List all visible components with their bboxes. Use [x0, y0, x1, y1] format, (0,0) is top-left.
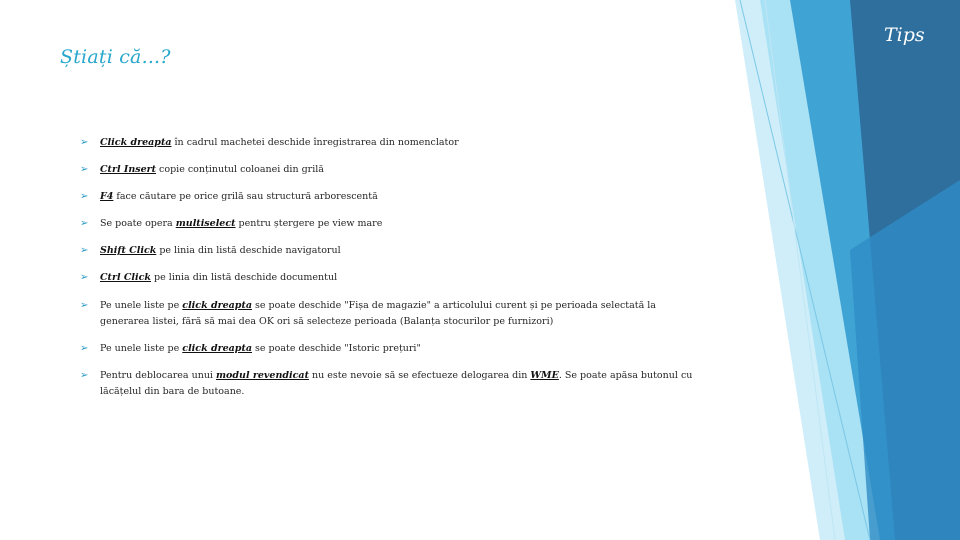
keyword: Ctrl Click [100, 272, 152, 283]
keyword: Shift Click [100, 245, 157, 256]
list-item-text [100, 162, 700, 178]
arrow-bullet-icon: ➢ [80, 137, 89, 148]
arrow-bullet-icon: ➢ [80, 370, 89, 381]
keyword: Click dreapta [100, 137, 172, 148]
description: . Se poate apăsa butonul cu lăcățelul din bara de butoane. [100, 370, 693, 397]
list-item-text [100, 189, 700, 205]
keyword: WME [530, 370, 559, 381]
description: pentru ștergere pe view mare [235, 218, 383, 229]
description: pe linia din listă deschide navigatorul [156, 245, 341, 256]
slide-title: Știați că...? [60, 46, 171, 68]
description: în cadrul machetei deschide înregistrarea din nomenclator [171, 137, 459, 148]
arrow-bullet-icon: ➢ [80, 245, 89, 256]
description: se poate deschide "Fișa de magazie" a articolului curent și pe perioada selectată la generarea listei, fără să mai dea OK ori să selecteze perioada (Balanța stocurilor pe furnizori) [100, 300, 656, 327]
arrow-bullet-icon: ➢ [80, 164, 89, 175]
description: face căutare pe orice grilă sau structură arborescentă [113, 191, 378, 202]
list-item-text [100, 341, 700, 357]
description: se poate deschide "Istoric prețuri" [252, 343, 421, 354]
keyword: multiselect [175, 218, 236, 229]
list-item-text [100, 135, 700, 151]
arrow-bullet-icon: ➢ [80, 272, 89, 283]
keyword: Ctrl Insert [100, 164, 157, 175]
list-item-text [100, 298, 700, 330]
arrow-bullet-icon: ➢ [80, 218, 89, 229]
arrow-bullet-icon: ➢ [80, 191, 89, 202]
keyword: click dreapta [182, 343, 252, 354]
description: pe linia din listă deschide documentul [151, 272, 338, 283]
keyword: click dreapta [182, 300, 252, 311]
description: copie conținutul coloanei din grilă [156, 164, 324, 175]
arrow-bullet-icon: ➢ [80, 343, 89, 354]
list-item-text [100, 216, 700, 232]
list-item-text [100, 368, 700, 400]
middle-text: nu este nevoie să se efectueze delogarea din [308, 370, 531, 381]
prefix: Pe unele liste pe [100, 300, 183, 311]
prefix: Pe unele liste pe [100, 343, 183, 354]
keyword: F4 [100, 191, 114, 202]
list-item-text [100, 243, 700, 259]
prefix: Se poate opera [100, 218, 176, 229]
list-item-text [100, 270, 700, 286]
prefix: Pentru deblocarea unui [100, 370, 216, 381]
keyword: modul revendicat [216, 370, 309, 381]
arrow-bullet-icon: ➢ [80, 300, 89, 311]
tips-label: Tips [884, 24, 925, 46]
